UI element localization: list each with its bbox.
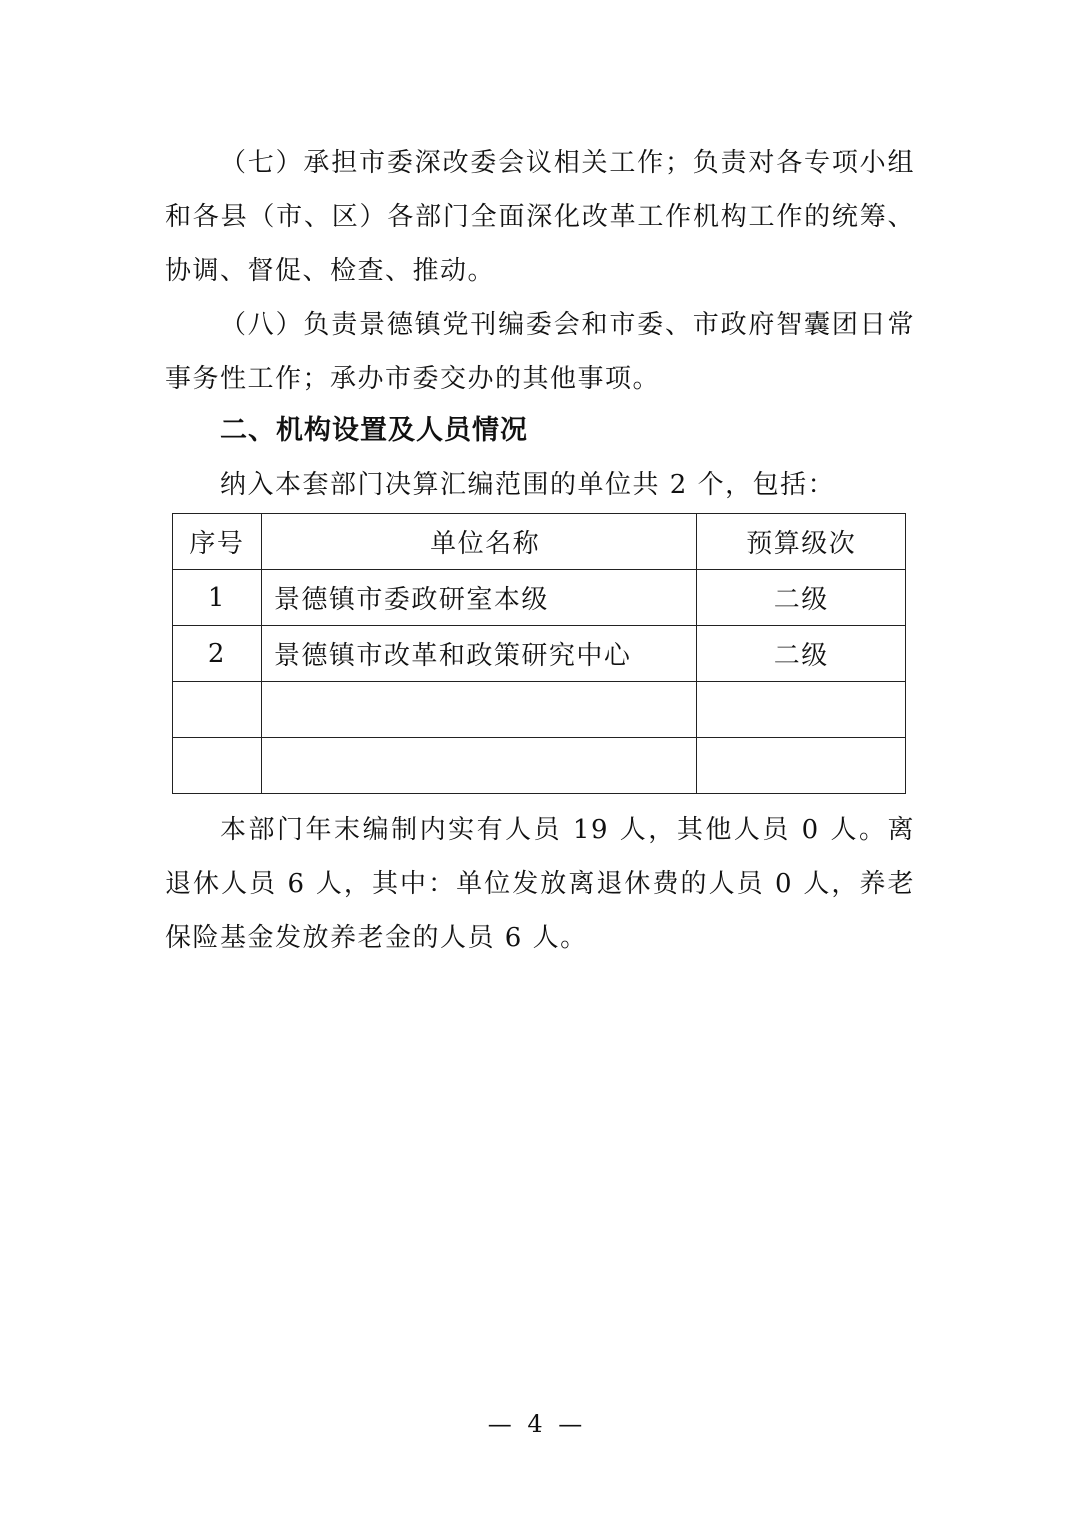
table-header-row xyxy=(173,514,906,570)
header-unit-name: 单位名称 xyxy=(261,514,697,570)
cell-index: 2 xyxy=(173,626,262,682)
cell-index xyxy=(173,738,262,794)
intro-line: 纳入本套部门决算汇编范围的单位共 2 个，包括： xyxy=(220,470,836,500)
units-table xyxy=(172,513,906,794)
cell-budget-level xyxy=(697,738,906,794)
header-index: 序号 xyxy=(173,514,262,570)
table-row xyxy=(173,682,906,738)
cell-unit-name: 景德镇市改革和政策研究中心 xyxy=(261,626,697,682)
cell-budget-level: 二级 xyxy=(697,570,906,626)
section-heading: 二、机构设置及人员情况 xyxy=(220,415,528,446)
table-row xyxy=(173,738,906,794)
paragraph-item-8: （八）负责景德镇党刊编委会和市委、市政府智囊团日常事务性工作；承办市委交办的其他事项。 xyxy=(165,310,915,394)
header-budget-level: 预算级次 xyxy=(697,514,906,570)
page-number: — 4 — xyxy=(487,1410,587,1438)
cell-unit-name xyxy=(261,738,697,794)
cell-index xyxy=(173,682,262,738)
cell-budget-level: 二级 xyxy=(697,626,906,682)
table-row xyxy=(173,570,906,626)
cell-budget-level xyxy=(697,682,906,738)
staff-paragraph: 本部门年末编制内实有人员 19 人，其他人员 0 人。离退休人员 6 人，其中：单位发放离退休费的人员 0 人，养老保险基金发放养老金的人员 6 人。 xyxy=(165,815,915,953)
cell-index: 1 xyxy=(173,570,262,626)
cell-unit-name: 景德镇市委政研室本级 xyxy=(261,570,697,626)
cell-unit-name xyxy=(261,682,697,738)
table-row xyxy=(173,626,906,682)
paragraph-item-7: （七）承担市委深改委会议相关工作；负责对各专项小组和各县（市、区）各部门全面深化改革工作机构工作的统筹、协调、督促、检查、推动。 xyxy=(165,148,915,286)
